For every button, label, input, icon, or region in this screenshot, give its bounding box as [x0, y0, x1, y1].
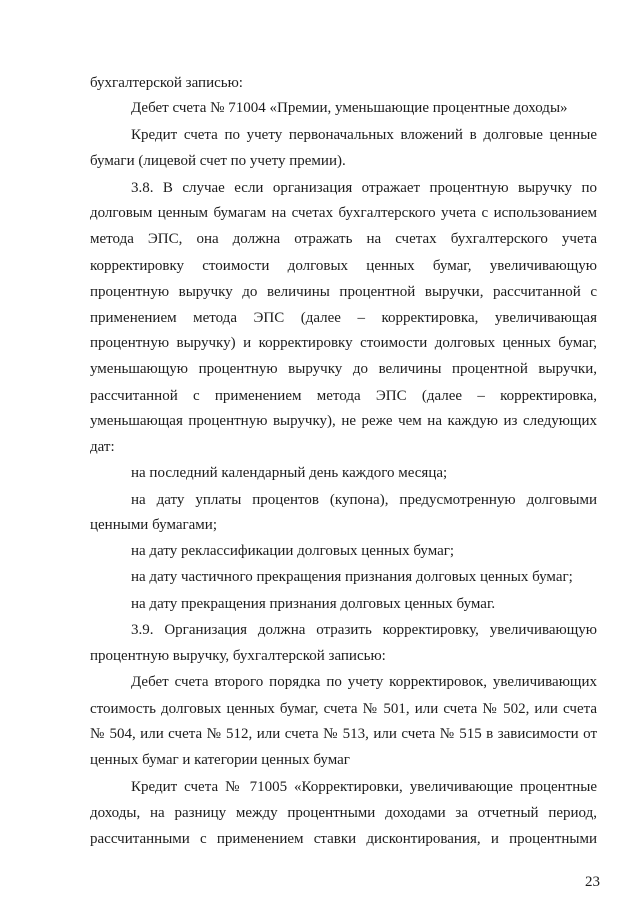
list-item: на последний календарный день каждого месяца;: [131, 465, 448, 481]
text-line: 3.9. Организация должна отразить корректировку, увеличивающую: [131, 622, 597, 638]
text-line: Дебет счета № 71004 «Премии, уменьшающие процентные доходы»: [131, 100, 568, 116]
text-line: Кредит счета по учету первоначальных вложений в долговые ценные: [131, 127, 597, 143]
text-line: уменьшающую процентную выручку до величины процентной выручки,: [90, 361, 597, 377]
text-line: ценных бумаг и категории ценных бумаг: [90, 752, 350, 768]
list-item: на дату уплаты процентов (купона), предусмотренную долговыми: [131, 492, 597, 508]
text-line: рассчитанными с применением ставки дисконтирования, и процентными: [90, 831, 597, 847]
text-line: процентную выручку, бухгалтерской записью:: [90, 648, 386, 664]
text-line: доходы, на разницу между процентными доходами за отчетный период,: [90, 805, 597, 821]
text-line: бухгалтерской записью:: [90, 75, 243, 91]
text-line: метода ЭПС, она должна отражать на счетах бухгалтерского учета: [90, 231, 597, 247]
text-line: дат:: [90, 439, 115, 455]
text-line: процентную выручку до величины процентной выручки, рассчитанной с: [90, 284, 597, 300]
text-line: ценными бумагами;: [90, 517, 217, 533]
text-line: процентную выручку) и корректировку стоимости долговых ценных бумаг,: [90, 335, 597, 351]
text-line: долговым ценным бумагам на счетах бухгалтерского учета с использованием: [90, 205, 597, 221]
text-line: Кредит счета № 71005 «Корректировки, увеличивающие процентные: [131, 779, 597, 795]
list-item: на дату частичного прекращения признания долговых ценных бумаг;: [131, 569, 573, 585]
text-line: стоимость долговых ценных бумаг, счета № 501, или счета № 502, или счета: [90, 701, 597, 717]
text-line: применением метода ЭПС (далее – корректировка, увеличивающая: [90, 310, 597, 326]
text-line: рассчитанной с применением метода ЭПС (далее – корректировка,: [90, 388, 597, 404]
text-line: бумаги (лицевой счет по учету премии).: [90, 153, 346, 169]
list-item: на дату реклассификации долговых ценных бумаг;: [131, 543, 455, 559]
page-number: 23: [585, 874, 600, 890]
text-line: № 504, или счета № 512, или счета № 513, или счета № 515 в зависимости от: [90, 726, 597, 742]
text-line: 3.8. В случае если организация отражает процентную выручку по: [131, 180, 597, 196]
list-item: на дату прекращения признания долговых ценных бумаг.: [131, 596, 496, 612]
text-line: Дебет счета второго порядка по учету корректировок, увеличивающих: [131, 674, 597, 690]
text-line: уменьшающая процентную выручку), не реже чем на каждую из следующих: [90, 413, 597, 429]
text-line: корректировку стоимости долговых ценных бумаг, увеличивающую: [90, 258, 597, 274]
